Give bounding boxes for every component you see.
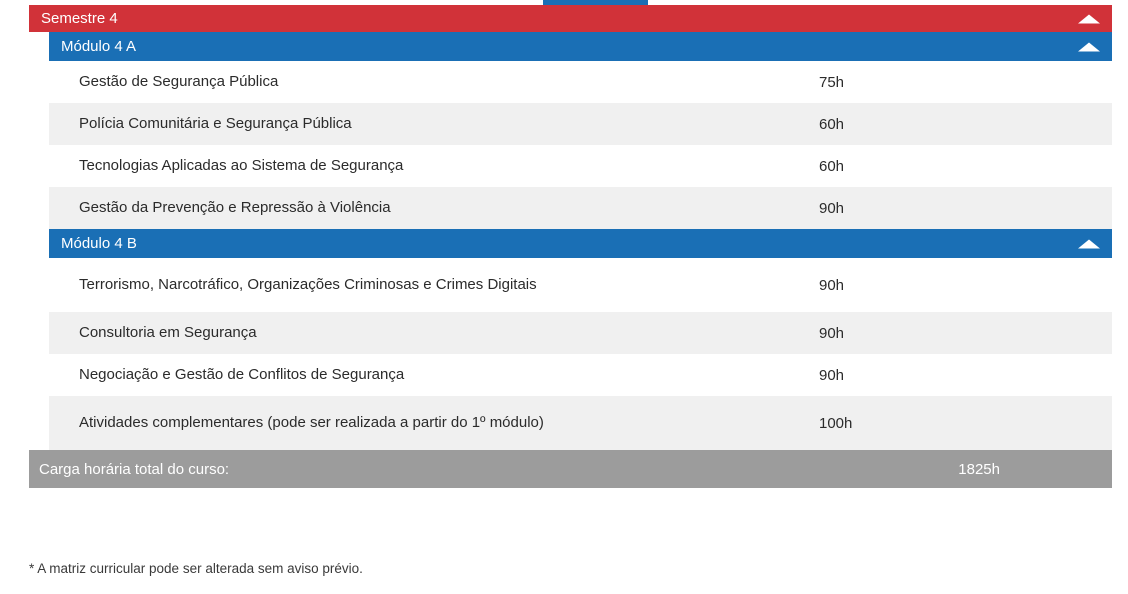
course-name: Gestão da Prevenção e Repressão à Violência [79,199,391,217]
module-header[interactable] [49,229,1112,258]
course-name: Gestão de Segurança Pública [79,73,279,91]
module-label: Módulo 4 A [61,38,137,55]
module-header[interactable] [49,32,1112,61]
course-hours: 75h [819,73,845,91]
course-hours: 90h [819,324,845,342]
caret-up-icon[interactable] [1078,14,1100,23]
footnote: * A matriz curricular pode ser alterada sem aviso prévio. [29,561,363,576]
course-hours: 100h [819,414,853,432]
table-row [49,145,1112,187]
module-label: Módulo 4 B [61,235,137,252]
course-hours: 90h [819,276,845,294]
course-hours: 60h [819,115,845,133]
table-row [49,103,1112,145]
table-row [49,354,1112,396]
course-name: Consultoria em Segurança [79,324,257,342]
course-hours: 90h [819,366,845,384]
course-hours: 60h [819,157,845,175]
course-name: Polícia Comunitária e Segurança Pública [79,115,352,133]
semester-label: Semestre 4 [41,10,118,27]
module-course-list [49,61,1112,229]
course-name: Atividades complementares (pode ser realizada a partir do 1º módulo) [79,414,544,432]
course-hours: 90h [819,199,845,217]
table-row [49,396,1112,450]
course-name: Tecnologias Aplicadas ao Sistema de Segurança [79,157,404,175]
table-row [49,61,1112,103]
total-hours-label: Carga horária total do curso: [39,460,230,478]
total-hours-bar [29,450,1112,488]
course-name: Terrorismo, Narcotráfico, Organizações Criminosas e Crimes Digitais [79,276,537,294]
table-row [49,312,1112,354]
semester-header[interactable] [29,5,1112,32]
table-row [49,258,1112,312]
table-row [49,187,1112,229]
total-hours-value: 1825h [958,460,1000,478]
caret-up-icon[interactable] [1078,239,1100,248]
curriculum-accordion [29,5,1112,488]
module-course-list [49,258,1112,450]
caret-up-icon[interactable] [1078,42,1100,51]
course-name: Negociação e Gestão de Conflitos de Segurança [79,366,405,384]
